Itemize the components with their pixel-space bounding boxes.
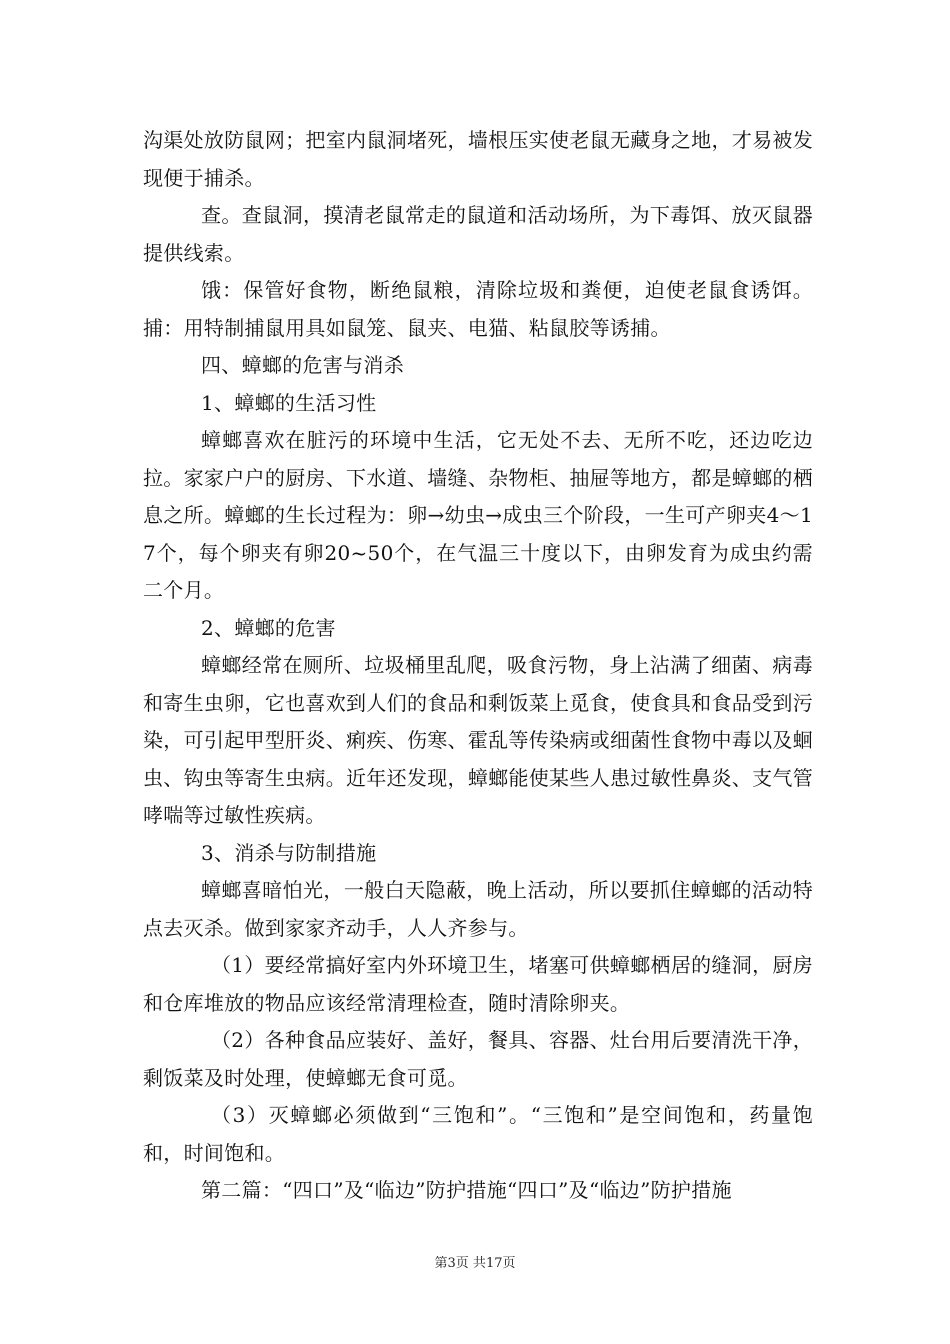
footer-total-pages: 17 bbox=[485, 1256, 503, 1271]
paragraph-starve-catch: 饿：保管好食物，断绝鼠粮，清除垃圾和粪便，迫使老鼠食诱饵。捕：用特制捕鼠用具如鼠笼、鼠夹、电猫、粘鼠胶等诱捕。 bbox=[143, 278, 813, 340]
footer-suffix: 页 bbox=[502, 1256, 516, 1271]
paragraph-harm: 蟑螂经常在厕所、垃圾桶里乱爬，吸食污物，身上沾满了细菌、病毒和寄生虫卵，它也喜欢到人们的食品和剩饭菜上觅食，使食具和食品受到污染，可引起甲型肝炎、痢疾、伤寒、霍乱等传染病或细菌性食物中毒以及蛔虫、钩虫等寄生虫病。近年还发现，蟑螂能使某些人患过敏性鼻炎、支气管哮喘等过敏性疾病。 bbox=[143, 653, 813, 827]
page-footer bbox=[0, 1252, 950, 1271]
paragraph-measures-intro: 蟑螂喜暗怕光，一般白天隐蔽，晚上活动，所以要抓住蟑螂的活动特点去灭杀。做到家家齐动手，人人齐参与。 bbox=[143, 878, 813, 940]
body-text bbox=[143, 122, 813, 1210]
footer-prefix: 第 bbox=[434, 1256, 448, 1271]
paragraph-habits: 蟑螂喜欢在脏污的环境中生活，它无处不去、无所不吃，还边吃边拉。家家户户的厨房、下水道、墙缝、杂物柜、抽屉等地方，都是蟑螂的栖息之所。蟑螂的生长过程为：卵→幼虫→成虫三个阶段，一生可产卵夹4～17个，每个卵夹有卵20~50个，在气温三十度以下，由卵发育为成虫约需二个月。 bbox=[143, 428, 813, 602]
subheading-habits: 1、蟑螂的生活习性 bbox=[201, 390, 377, 415]
list-item-2: （2）各种食品应装好、盖好，餐具、容器、灶台用后要清洗干净，剩饭菜及时处理，使蟑螂无食可觅。 bbox=[143, 1028, 813, 1090]
section-heading-cockroach: 四、蟑螂的危害与消杀 bbox=[201, 353, 404, 377]
footer-middle: 页 共 bbox=[455, 1256, 486, 1271]
paragraph-second-article: 第二篇：“四口”及“临边”防护措施“四口”及“临边”防护措施 bbox=[201, 1178, 732, 1202]
subheading-measures: 3、消杀与防制措施 bbox=[201, 840, 377, 865]
paragraph-check-holes: 查。查鼠洞，摸清老鼠常走的鼠道和活动场所，为下毒饵、放灭鼠器提供线索。 bbox=[143, 203, 813, 265]
list-item-3: （3）灭蟑螂必须做到“三饱和”。“三饱和”是空间饱和，药量饱和，时间饱和。 bbox=[143, 1103, 813, 1165]
footer-current-page: 3 bbox=[447, 1256, 456, 1271]
subheading-harm: 2、蟑螂的危害 bbox=[201, 615, 336, 640]
list-item-1: （1）要经常搞好室内外环境卫生，堵塞可供蟑螂栖居的缝洞，厨房和仓库堆放的物品应该经常清理检查，随时清除卵夹。 bbox=[143, 953, 813, 1015]
paragraph-continuation: 沟渠处放防鼠网；把室内鼠洞堵死，墙根压实使老鼠无藏身之地，才易被发现便于捕杀。 bbox=[143, 128, 813, 190]
